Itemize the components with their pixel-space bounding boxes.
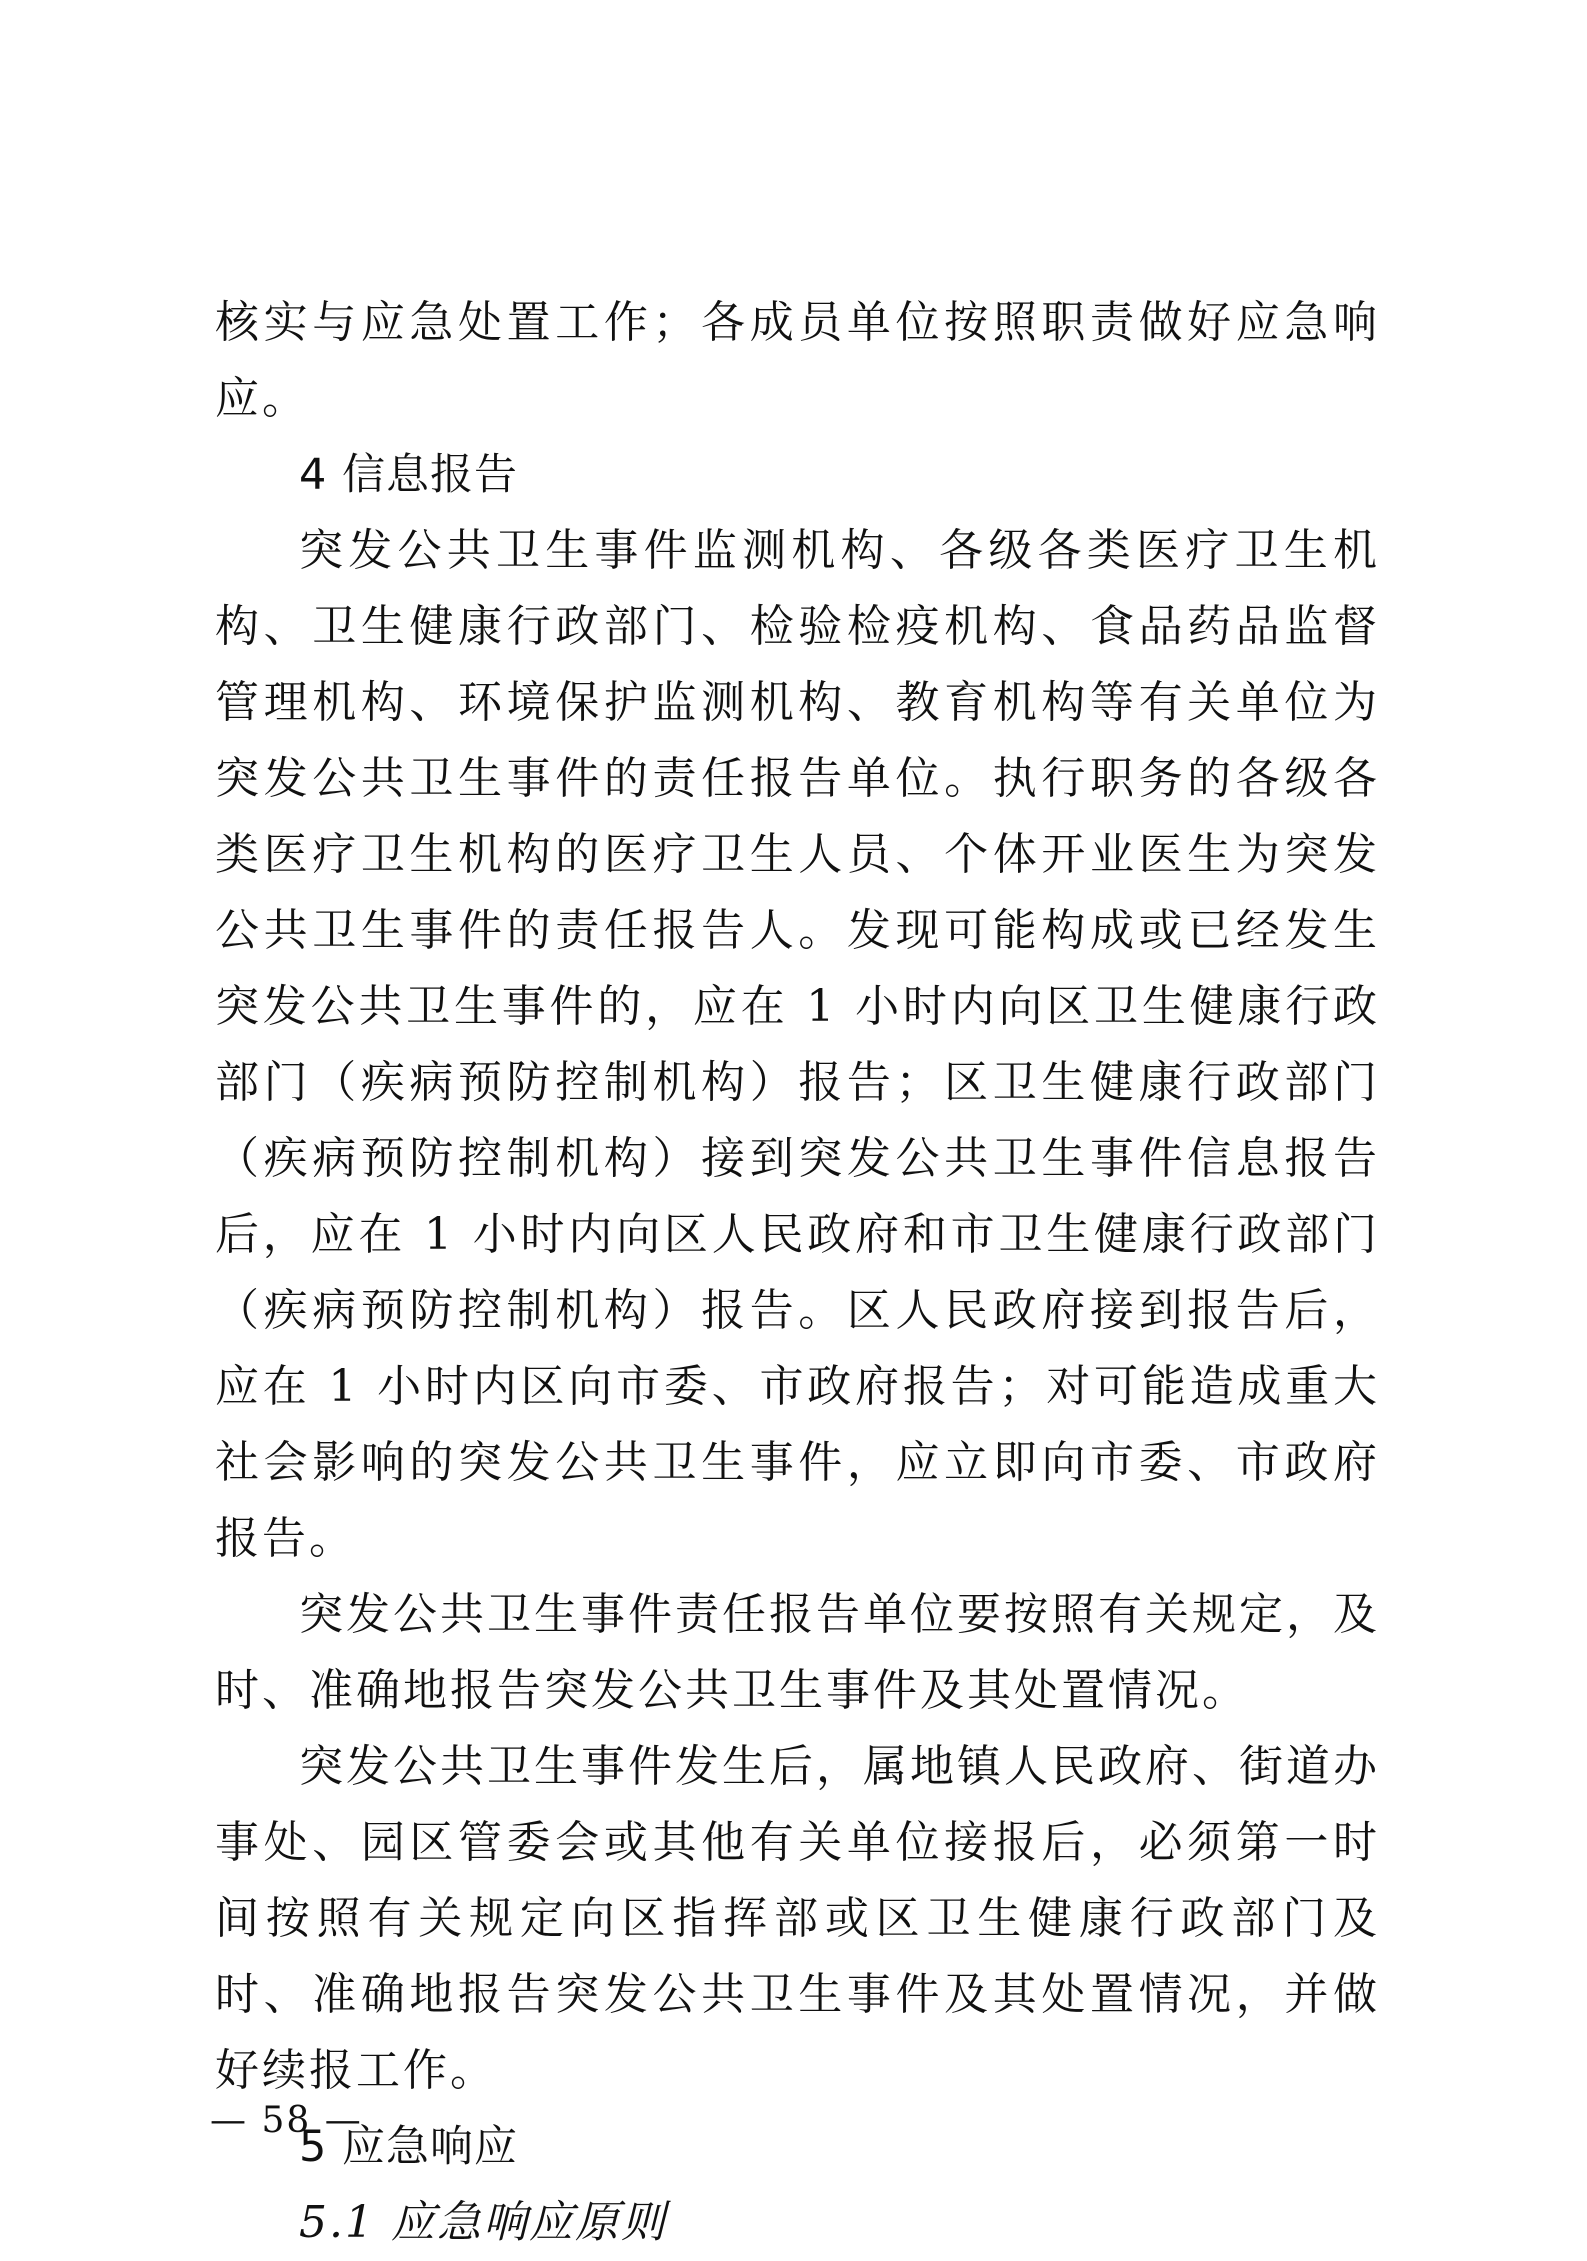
section-4-paragraph-1: 突发公共卫生事件监测机构、各级各类医疗卫生机构、卫生健康行政部门、检验检疫机构、食品药品监督管理机构、环境保护监测机构、教育机构等有关单位为突发公共卫生事件的责任报告单位。执行职务的各级各类医疗卫生机构的医疗卫生人员、个体开业医生为突发公共卫生事件的责任报告人。发现可能构成或已经发生突发公共卫生事件的，应在 1 小时内向区卫生健康行政部门（疾病预防控制机构）报告；区卫生健康行政部门（疾病预防控制机构）接到突发公共卫生事件信息报告后，应在 1 小时内向区人民政府和市卫生健康行政部门（疾病预防控制机构）报告。区人民政府接到报告后，应在 1 小时内区向市委、市政府报告；对可能造成重大社会影响的突发公共卫生事件，应立即向市委、市政府报告。 bbox=[215, 525, 1380, 1564]
page-number: — 58 — bbox=[210, 2100, 363, 2141]
continuation-paragraph: 核实与应急处置工作；各成员单位按照职责做好应急响应。 bbox=[215, 297, 1380, 424]
section-4-heading: 4 信息报告 bbox=[299, 450, 519, 500]
document-body bbox=[215, 285, 1380, 2261]
section-5-1-subheading: 5.1 应急响应原则 bbox=[299, 2197, 667, 2248]
section-4-paragraph-3: 突发公共卫生事件发生后，属地镇人民政府、街道办事处、园区管委会或其他有关单位接报后，必须第一时间按照有关规定向区指挥部或区卫生健康行政部门及时、准确地报告突发公共卫生事件及其处置情况，并做好续报工作。 bbox=[215, 1741, 1380, 2096]
section-5-heading: 5 应急响应 bbox=[299, 2122, 519, 2172]
section-4-paragraph-2: 突发公共卫生事件责任报告单位要按照有关规定，及时、准确地报告突发公共卫生事件及其处置情况。 bbox=[215, 1589, 1380, 1716]
